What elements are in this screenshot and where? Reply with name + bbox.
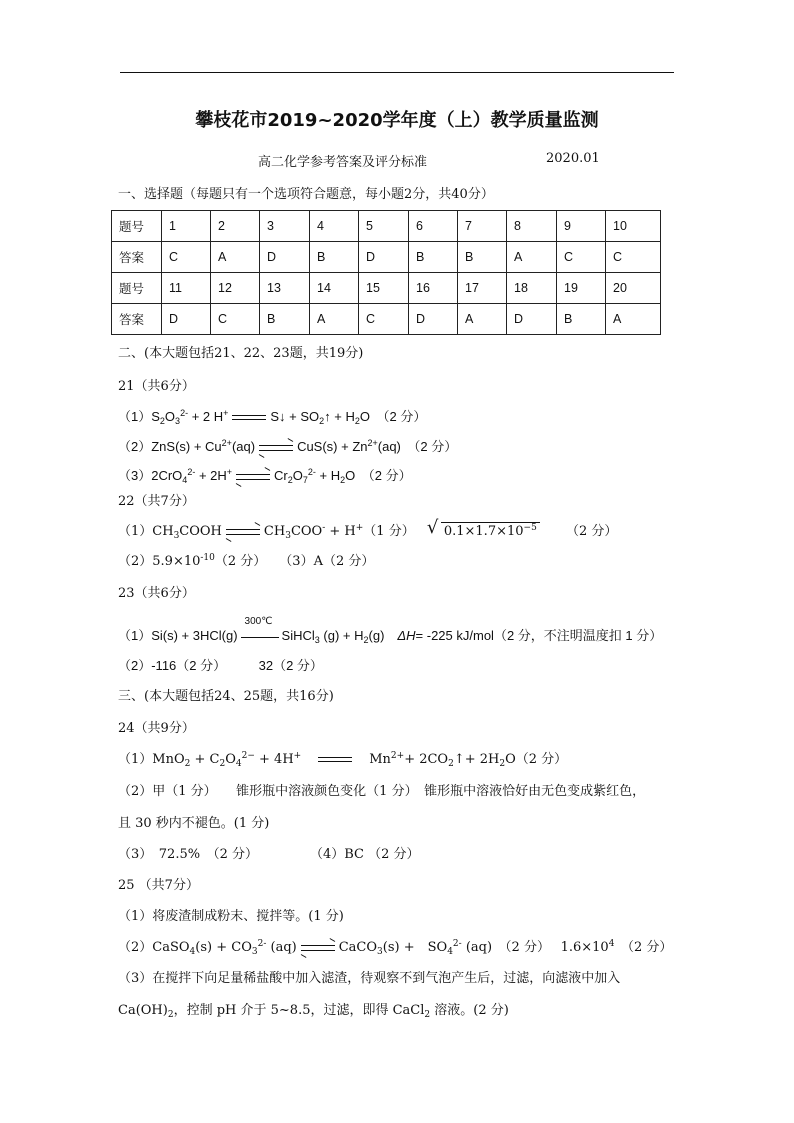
q21-line1: $(1)S_2O_3^{2-} + 2$ H+ S↓ + $SO_2↑ + H_2O$ （2 分） bbox=[118, 408, 427, 426]
q21-title: 21（共6分） bbox=[118, 379, 195, 394]
table-cell: 16 bbox=[409, 273, 458, 304]
section1-heading: 一、选择题（每题只有一个选项符合题意，每小题2分，共40分） bbox=[118, 187, 494, 202]
table-cell: 10 bbox=[606, 211, 661, 242]
table-cell: 18 bbox=[507, 273, 557, 304]
section2-heading: 二、(本大题包括21、22、23题，共19分) bbox=[118, 346, 364, 361]
q25-line4: $Ca(OH)_2$，控制 pH 介于 5~8.5，过滤，即得 CaCl$_2$ 溶液。(2 分) bbox=[118, 1003, 509, 1020]
q22-title: 22（共7分） bbox=[118, 494, 195, 509]
table-cell: 15 bbox=[359, 273, 409, 304]
table-cell: C bbox=[557, 242, 606, 273]
section3-heading: 三、(本大题包括24、25题，共16分) bbox=[118, 689, 334, 704]
sqrt-expression: √ $0.1\times 1.7\times 10^{-5}$ bbox=[427, 523, 540, 541]
table-cell: 19 bbox=[557, 273, 606, 304]
reaction-arrow-icon: 300℃ bbox=[241, 632, 279, 642]
q23-line2: （2）-116（2 分） 32（2 分） bbox=[118, 658, 323, 673]
q24-line4: （3） 72.5% （2 分） （4）BC （2 分） bbox=[118, 847, 420, 862]
table-cell: D bbox=[409, 304, 458, 335]
table-cell: C bbox=[211, 304, 260, 335]
table-cell: D bbox=[162, 304, 211, 335]
equilibrium-arrow-icon bbox=[259, 444, 293, 452]
row-label: 答案 bbox=[112, 242, 162, 273]
answer-table bbox=[111, 210, 661, 335]
table-cell: 1 bbox=[162, 211, 211, 242]
equilibrium-arrow-icon bbox=[236, 473, 270, 481]
table-row bbox=[112, 304, 661, 335]
q22-line1: $(1)CH_3COOH$ $CH_3COO^- + H^+(1$ 分） √ $0.1\times 1.7\times 10^{-5}$ （2 分） bbox=[118, 517, 618, 541]
table-cell: D bbox=[359, 242, 409, 273]
q24-line1: $(1)MnO_2 + C_2O_4^{2-} + 4H^+$ $Mn^{2+}+$ $2CO_2↑+ 2H_2O(2$ 分） bbox=[118, 751, 568, 769]
q23-title: 23（共6分） bbox=[118, 586, 195, 601]
page-subtitle: 高二化学参考答案及评分标准 bbox=[258, 155, 428, 170]
table-cell: B bbox=[310, 242, 359, 273]
equilibrium-arrow-icon bbox=[301, 944, 335, 952]
q22-line2: $(2)5.9\times 10^{-10}(2$ 分） （3）A（2 分） bbox=[118, 553, 375, 569]
q24-line3: 且 30 秒内不褪色。(1 分) bbox=[118, 816, 270, 831]
table-cell: A bbox=[606, 304, 661, 335]
table-cell: A bbox=[310, 304, 359, 335]
row-label: 答案 bbox=[112, 304, 162, 335]
exam-date: 2020.01 bbox=[546, 151, 600, 166]
q24-line2: （2）甲（1 分） 锥形瓶中溶液颜色变化（1 分） 锥形瓶中溶液恰好由无色变成紫红色， bbox=[118, 784, 646, 799]
table-cell: C bbox=[162, 242, 211, 273]
q24-title: 24（共9分） bbox=[118, 721, 195, 736]
table-cell: B bbox=[409, 242, 458, 273]
q25-line3: （3）在搅拌下向足量稀盐酸中加入滤渣，待观察不到气泡产生后，过滤，向滤液中加入 bbox=[118, 971, 621, 986]
table-cell: A bbox=[507, 242, 557, 273]
table-cell: B bbox=[557, 304, 606, 335]
q21-line2: $(2)ZnS(s) + Cu^{2+}(aq)$ $CuS(s) + Zn^{2+}(aq)$ （2 分） bbox=[118, 438, 457, 456]
table-cell: 5 bbox=[359, 211, 409, 242]
equilibrium-arrow-icon bbox=[226, 528, 260, 536]
equals-sign bbox=[232, 414, 266, 422]
equals-sign bbox=[318, 756, 352, 764]
table-cell: 7 bbox=[458, 211, 507, 242]
row-label: 题号 bbox=[112, 211, 162, 242]
table-cell: 11 bbox=[162, 273, 211, 304]
table-cell: D bbox=[260, 242, 310, 273]
q25-line1: （1）将废渣制成粉末、搅拌等。(1 分) bbox=[118, 909, 344, 924]
table-cell: 8 bbox=[507, 211, 557, 242]
table-cell: D bbox=[507, 304, 557, 335]
q23-line1: （1）Si(s) + 3HCl(g) 300℃ SiHCl$_3$ $(g) + H_2(g)$ ΔH= -225 kJ/mol（2 分，不注明温度扣 1 分） bbox=[118, 615, 663, 645]
table-cell: 17 bbox=[458, 273, 507, 304]
table-cell: A bbox=[211, 242, 260, 273]
q21-line3: （3）2CrO$_4^{2-}$ + 2H+ $Cr_2O_7^{2-} + H_2O$ （2 分） bbox=[118, 467, 412, 485]
table-cell: 6 bbox=[409, 211, 458, 242]
q25-line2: （2）CaSO$_4$(s) + $CO_3^{2-}$ (aq) CaCO$_3$(s) + $SO_4^{2-}$ (aq) （2 分） $1.6\times 10^4$ （2 分） bbox=[118, 939, 673, 957]
table-cell: A bbox=[458, 304, 507, 335]
table-row bbox=[112, 242, 661, 273]
table-row bbox=[112, 211, 661, 242]
table-cell: 9 bbox=[557, 211, 606, 242]
table-cell: 3 bbox=[260, 211, 310, 242]
top-rule bbox=[120, 72, 674, 73]
table-row bbox=[112, 273, 661, 304]
page-title: 攀枝花市2019~2020学年度（上）教学质量监测 bbox=[195, 110, 599, 131]
row-label: 题号 bbox=[112, 273, 162, 304]
table-cell: C bbox=[359, 304, 409, 335]
table-cell: 14 bbox=[310, 273, 359, 304]
table-cell: 20 bbox=[606, 273, 661, 304]
table-cell: B bbox=[260, 304, 310, 335]
table-cell: C bbox=[606, 242, 661, 273]
table-cell: B bbox=[458, 242, 507, 273]
table-cell: 2 bbox=[211, 211, 260, 242]
q25-title: 25 （共7分） bbox=[118, 878, 199, 893]
table-cell: 13 bbox=[260, 273, 310, 304]
table-cell: 12 bbox=[211, 273, 260, 304]
table-cell: 4 bbox=[310, 211, 359, 242]
